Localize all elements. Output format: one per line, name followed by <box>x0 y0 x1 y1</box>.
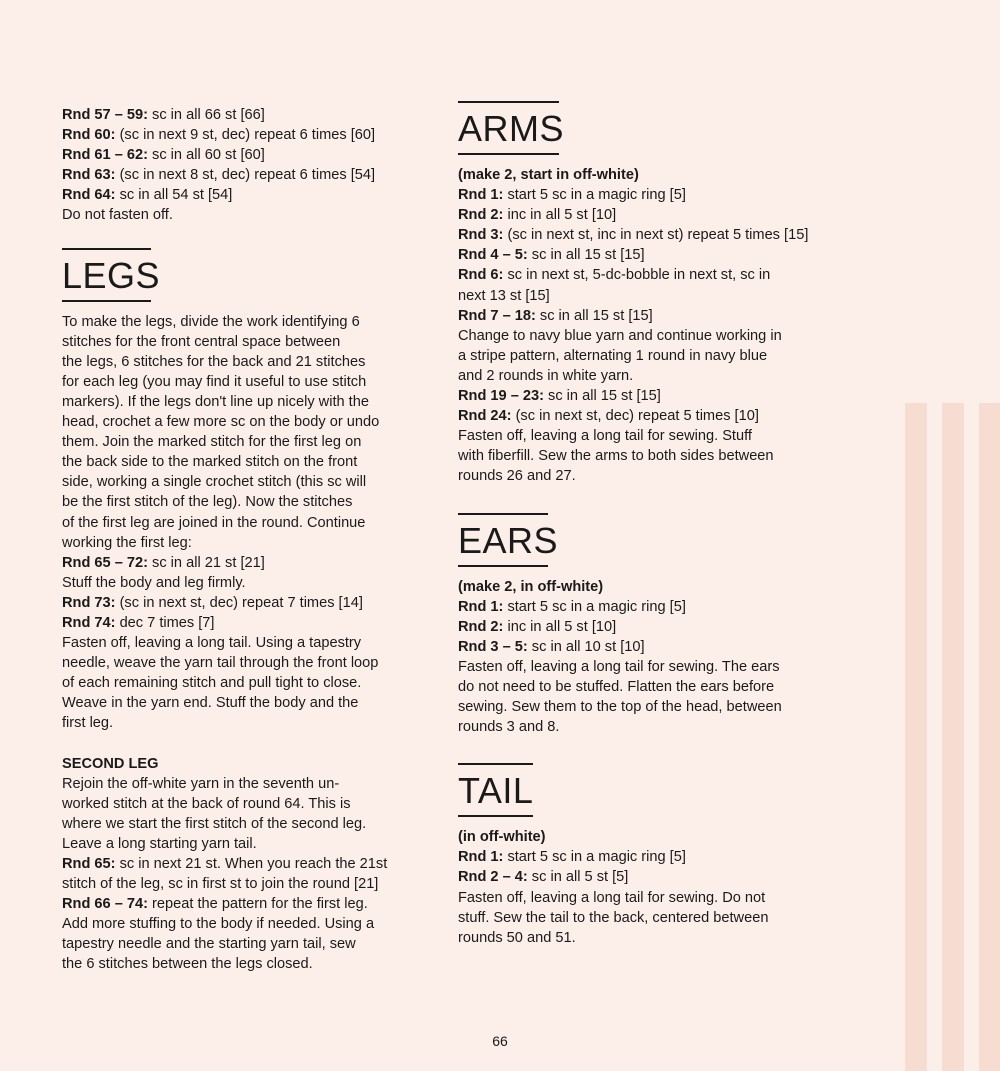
instruction-text: side, working a single crochet stitch (this sc will <box>62 474 367 491</box>
round-label: Rnd 2 – 4: <box>458 869 528 886</box>
instruction-line <box>62 613 440 633</box>
instruction-line <box>458 888 848 908</box>
instruction-text: needle, weave the yarn tail through the front loop <box>62 655 379 672</box>
instruction-text: (sc in next st, inc in next st) repeat 5 times [15] <box>503 227 809 244</box>
instruction-text: (sc in next st, dec) repeat 7 times [14] <box>115 594 363 611</box>
instruction-text: Leave a long starting yarn tail. <box>62 835 257 852</box>
spacer <box>62 734 440 754</box>
instruction-text: working the first leg: <box>62 534 192 551</box>
instruction-text: start 5 sc in a magic ring [5] <box>503 849 686 866</box>
instruction-line <box>458 286 848 306</box>
instruction-text: rounds 3 and 8. <box>458 719 560 736</box>
instruction-line <box>458 165 848 185</box>
instruction-line <box>62 653 440 673</box>
instruction-text: start 5 sc in a magic ring [5] <box>503 187 686 204</box>
instruction-line <box>458 446 848 466</box>
instruction-text: tapestry needle and the starting yarn tail, sew <box>62 936 356 953</box>
instruction-text: Add more stuffing to the body if needed. Using a <box>62 916 375 933</box>
section-heading-legs: LEGS <box>62 254 161 296</box>
tail-heading-block <box>458 763 848 817</box>
legs-heading-block <box>62 248 440 302</box>
instruction-line <box>62 513 440 533</box>
intro-rounds <box>62 105 440 226</box>
instruction-text: be the first stitch of the leg). Now the stitches <box>62 494 353 511</box>
instruction-text: stitches for the front central space between <box>62 333 341 350</box>
instruction-line <box>62 874 440 894</box>
instruction-text: Fasten off, leaving a long tail for sewing. Do not <box>458 889 766 906</box>
instruction-text: of each remaining stitch and pull tight to close. <box>62 675 362 692</box>
round-label: Rnd 73: <box>62 594 116 611</box>
instruction-line <box>458 426 848 446</box>
round-label: Rnd 24: <box>458 408 512 425</box>
instruction-line <box>62 693 440 713</box>
instruction-line <box>62 492 440 512</box>
round-label: (make 2, start in off-white) <box>458 167 639 183</box>
instruction-line <box>62 332 440 352</box>
instruction-line <box>458 386 848 406</box>
instruction-line <box>62 372 440 392</box>
instruction-line <box>62 312 440 332</box>
instruction-text: sc in all 15 st [15] <box>543 388 661 405</box>
round-label: (make 2, in off-white) <box>458 578 604 595</box>
instruction-text: head, crochet a few more sc on the body or undo <box>62 414 380 431</box>
round-label: Rnd 61 – 62: <box>62 147 148 164</box>
instruction-text: rounds 26 and 27. <box>458 468 576 485</box>
stripe <box>905 403 927 1071</box>
instruction-line <box>62 794 440 814</box>
round-label: Rnd 65 – 72: <box>62 554 148 571</box>
round-label: Rnd 1: <box>458 598 504 615</box>
heading-rule <box>458 815 533 817</box>
instruction-line <box>458 466 848 486</box>
section-heading-ears: EARS <box>458 519 559 561</box>
instruction-line <box>458 306 848 326</box>
instruction-text: and 2 rounds in white yarn. <box>458 367 634 384</box>
instruction-line <box>458 697 848 717</box>
instruction-line <box>62 125 440 145</box>
round-label: Rnd 64: <box>62 187 116 204</box>
instruction-line <box>62 954 440 974</box>
instruction-line <box>62 713 440 733</box>
round-label: Rnd 1: <box>458 849 504 866</box>
instruction-line <box>458 366 848 386</box>
instruction-text: dec 7 times [7] <box>115 614 215 631</box>
instruction-line <box>458 867 848 887</box>
section-heading-tail: TAIL <box>458 770 534 812</box>
instruction-text: sc in next 21 st. When you reach the 21st <box>115 856 388 872</box>
instruction-line <box>458 185 848 205</box>
instruction-line <box>62 145 440 165</box>
instruction-line <box>62 432 440 452</box>
arms-instructions <box>458 165 848 487</box>
instruction-text: first leg. <box>62 715 114 732</box>
round-label: Rnd 74: <box>62 614 116 631</box>
instruction-line <box>458 265 848 285</box>
instruction-line <box>458 326 848 346</box>
instruction-line <box>458 617 848 637</box>
instruction-text: To make the legs, divide the work identifying 6 <box>62 313 360 330</box>
round-label: Rnd 3: <box>458 227 504 244</box>
instruction-text: Fasten off, leaving a long tail. Using a tapestry <box>62 635 362 652</box>
instruction-line <box>62 633 440 653</box>
second-leg-instructions <box>62 774 440 975</box>
instruction-line <box>62 185 440 205</box>
stripe <box>979 403 1000 1071</box>
stripe <box>942 403 964 1071</box>
instruction-line <box>62 894 440 914</box>
instruction-text: the 6 stitches between the legs closed. <box>62 956 313 973</box>
instruction-text: a stripe pattern, alternating 1 round in navy blue <box>458 347 768 364</box>
instruction-line <box>458 346 848 366</box>
round-label: Rnd 7 – 18: <box>458 307 536 324</box>
instruction-line <box>458 205 848 225</box>
instruction-line <box>62 352 440 372</box>
instruction-text: sc in next st, 5-dc-bobble in next st, sc in <box>503 267 771 284</box>
instruction-text: the legs, 6 stitches for the back and 21 stitches <box>62 353 366 370</box>
instruction-line <box>458 928 848 948</box>
ears-instructions <box>458 577 848 738</box>
instruction-line <box>62 452 440 472</box>
instruction-text: inc in all 5 st [10] <box>503 618 617 635</box>
instruction-text: sc in all 54 st [54] <box>115 187 233 204</box>
round-label: Rnd 60: <box>62 127 116 144</box>
round-label: Rnd 2: <box>458 207 504 224</box>
heading-rule <box>458 153 559 155</box>
subheading-second-leg: SECOND LEG <box>62 755 159 772</box>
instruction-text: Stuff the body and leg firmly. <box>62 574 246 591</box>
round-label: Rnd 66 – 74: <box>62 896 148 913</box>
instruction-line <box>458 225 848 245</box>
instruction-text: start 5 sc in a magic ring [5] <box>503 598 686 615</box>
instruction-line <box>458 245 848 265</box>
round-label: Rnd 63: <box>62 167 116 184</box>
instruction-text: (sc in next 8 st, dec) repeat 6 times [54] <box>115 167 376 184</box>
instruction-line <box>458 637 848 657</box>
round-label: Rnd 65: <box>62 856 116 872</box>
instruction-line <box>458 827 848 847</box>
instruction-text: Fasten off, leaving a long tail for sewing. Stuff <box>458 428 752 445</box>
instruction-text: Do not fasten off. <box>62 207 173 224</box>
instruction-text: of the first leg are joined in the round. Continue <box>62 514 366 531</box>
instruction-text: markers). If the legs don't line up nicely with the <box>62 393 369 410</box>
instruction-text: repeat the pattern for the first leg. <box>147 896 368 913</box>
instruction-line <box>62 814 440 834</box>
decorative-stripes <box>905 403 1000 1071</box>
instruction-text: Weave in the yarn end. Stuff the body and the <box>62 695 359 712</box>
instruction-text: Change to navy blue yarn and continue working in <box>458 327 782 344</box>
instruction-text: sc in all 15 st [15] <box>527 247 645 264</box>
instruction-line <box>62 934 440 954</box>
heading-rule <box>458 565 548 567</box>
instruction-text: where we start the first stitch of the second leg. <box>62 815 367 832</box>
instruction-line <box>62 914 440 934</box>
instruction-text: the back side to the marked stitch on the front <box>62 454 358 471</box>
instruction-text: inc in all 5 st [10] <box>503 207 617 224</box>
instruction-line <box>458 847 848 867</box>
instruction-line <box>62 834 440 854</box>
round-label: Rnd 3 – 5: <box>458 638 528 655</box>
instruction-line <box>62 392 440 412</box>
instruction-text: next 13 st [15] <box>458 287 550 304</box>
instruction-line <box>62 533 440 553</box>
round-label: Rnd 4 – 5: <box>458 247 528 264</box>
instruction-line <box>62 205 440 225</box>
left-column <box>62 105 440 975</box>
round-label: Rnd 6: <box>458 267 504 284</box>
heading-rule <box>62 300 151 302</box>
instruction-line <box>62 573 440 593</box>
legs-instructions <box>62 312 440 734</box>
instruction-text: sc in all 15 st [15] <box>535 307 653 324</box>
instruction-text: sc in all 21 st [21] <box>147 554 265 571</box>
round-label: Rnd 19 – 23: <box>458 388 544 405</box>
instruction-text: sc in all 60 st [60] <box>147 147 265 164</box>
instruction-line <box>62 472 440 492</box>
instruction-line <box>458 406 848 426</box>
instruction-text: rounds 50 and 51. <box>458 929 576 946</box>
instruction-text: sc in all 10 st [10] <box>527 638 645 655</box>
instruction-text: sc in all 5 st [5] <box>527 869 629 886</box>
instruction-line <box>458 577 848 597</box>
instruction-text: (sc in next 9 st, dec) repeat 6 times [60] <box>115 127 376 144</box>
right-column <box>458 105 848 948</box>
instruction-line <box>458 677 848 697</box>
instruction-text: Fasten off, leaving a long tail for sewing. The ears <box>458 658 780 675</box>
instruction-text: (sc in next st, dec) repeat 5 times [10] <box>511 408 759 425</box>
tail-instructions <box>458 827 848 948</box>
round-label: Rnd 57 – 59: <box>62 107 148 123</box>
instruction-line <box>62 593 440 613</box>
instruction-line <box>458 657 848 677</box>
round-label: Rnd 2: <box>458 618 504 635</box>
instruction-line <box>62 412 440 432</box>
instruction-line <box>458 908 848 928</box>
round-label: Rnd 1: <box>458 187 504 204</box>
instruction-text: worked stitch at the back of round 64. This is <box>62 795 351 812</box>
instruction-text: them. Join the marked stitch for the first leg on <box>62 434 362 451</box>
instruction-text: do not need to be stuffed. Flatten the ears before <box>458 678 775 695</box>
instruction-line <box>62 165 440 185</box>
arms-heading-block <box>458 101 848 155</box>
instruction-line <box>458 717 848 737</box>
instruction-text: stitch of the leg, sc in first st to join the round [21] <box>62 876 379 893</box>
instruction-line <box>62 105 440 125</box>
instruction-line <box>62 854 440 874</box>
instruction-text: sc in all 66 st [66] <box>147 107 265 123</box>
instruction-line <box>62 553 440 573</box>
instruction-text: Rejoin the off-white yarn in the seventh un- <box>62 775 340 792</box>
instruction-line <box>62 774 440 794</box>
instruction-text: with fiberfill. Sew the arms to both sides between <box>458 448 774 465</box>
instruction-text: for each leg (you may find it useful to use stitch <box>62 373 367 390</box>
instruction-line <box>458 597 848 617</box>
round-label: (in off-white) <box>458 829 546 846</box>
instruction-text: sewing. Sew them to the top of the head, between <box>458 699 782 716</box>
page-number: 66 <box>492 1033 508 1049</box>
ears-heading-block <box>458 513 848 567</box>
section-heading-arms: ARMS <box>458 108 565 149</box>
instruction-line <box>62 673 440 693</box>
instruction-text: stuff. Sew the tail to the back, centered between <box>458 909 769 926</box>
